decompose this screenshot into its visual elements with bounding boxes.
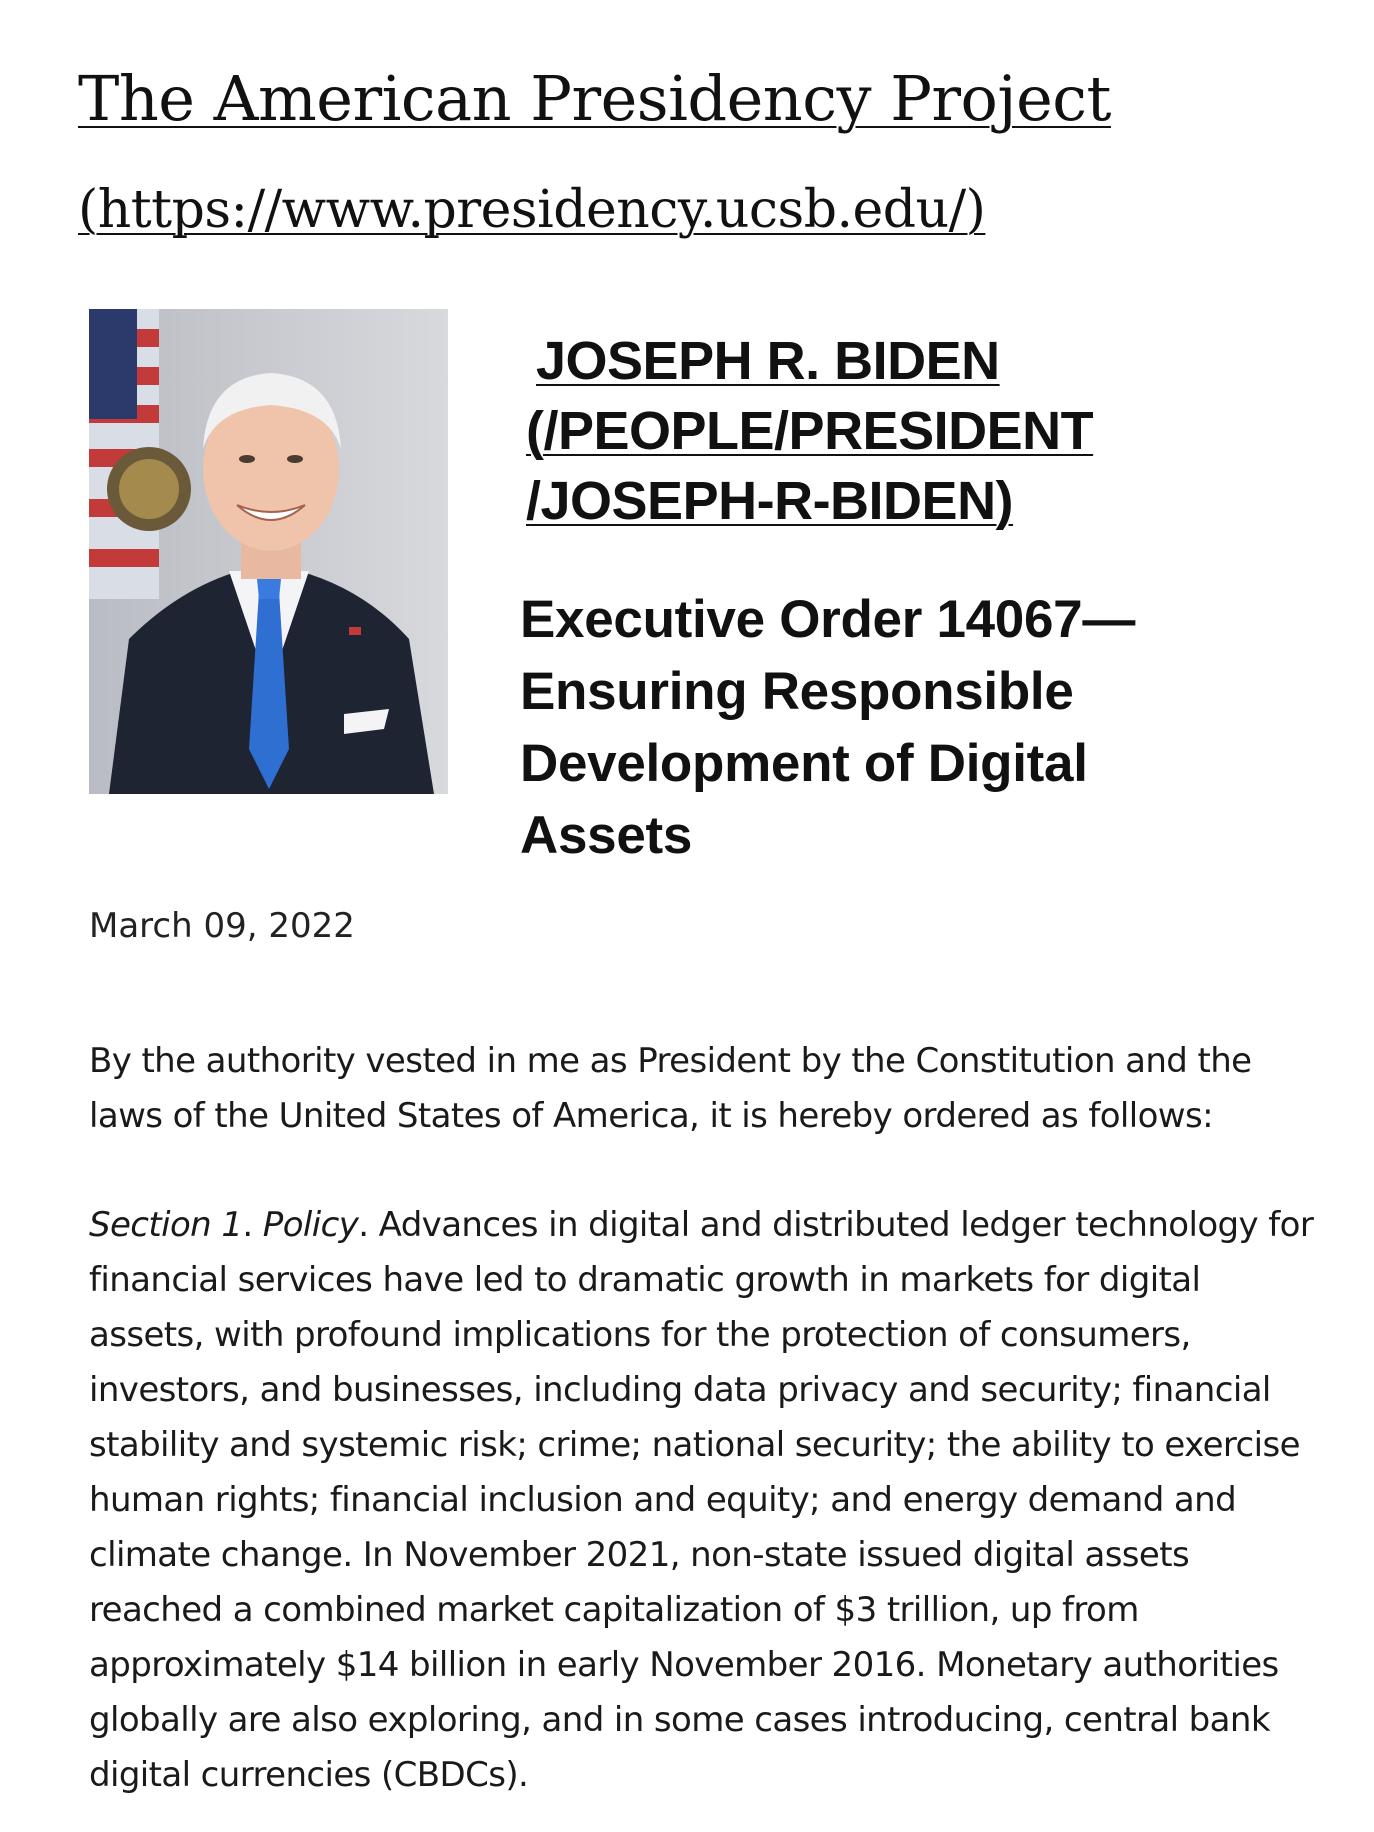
president-name: JOSEPH R. BIDEN xyxy=(536,331,1000,391)
section-line: human rights; financial inclusion and equity; and energy demand and xyxy=(89,1480,1237,1520)
document-date: March 09, 2022 xyxy=(89,906,355,946)
document-title: Executive Order 14067— Ensuring Responsible Development of Digital Assets xyxy=(520,590,1136,865)
section-line: financial services have led to dramatic growth in markets for digital xyxy=(89,1260,1201,1300)
intro-paragraph xyxy=(89,1034,1339,1144)
section-line: reached a combined market capitalization of $3 trillion, up from xyxy=(89,1590,1139,1630)
section-line: digital currencies (CBDCs). xyxy=(89,1755,529,1795)
section-line: stability and systemic risk; crime; national security; the ability to exercise xyxy=(89,1425,1300,1465)
portrait-image xyxy=(89,309,448,794)
site-title-link[interactable]: The American Presidency Project xyxy=(78,62,1111,135)
section-1-paragraph xyxy=(89,1198,1339,1803)
president-name-link[interactable] xyxy=(526,326,1206,536)
site-url-link[interactable]: (https://www.presidency.ucsb.edu/) xyxy=(78,180,986,240)
section-heading: Policy xyxy=(262,1205,359,1245)
section-line: approximately $14 billion in early November 2016. Monetary authorities xyxy=(89,1645,1279,1685)
section-first-line-text: . Advances in digital and distributed ledger technology for xyxy=(358,1205,1314,1245)
section-line: investors, and businesses, including data privacy and security; financial xyxy=(89,1370,1271,1410)
president-path-line-2: /JOSEPH-R-BIDEN) xyxy=(526,471,1014,531)
president-portrait xyxy=(89,309,448,794)
president-path-line-1: (/PEOPLE/PRESIDENT xyxy=(526,401,1094,461)
section-separator: . xyxy=(242,1205,263,1245)
intro-line: laws of the United States of America, it is hereby ordered as follows: xyxy=(89,1096,1213,1136)
intro-line: By the authority vested in me as President by the Constitution and the xyxy=(89,1041,1252,1081)
section-label: Section 1 xyxy=(89,1205,243,1245)
section-line: assets, with profound implications for the protection of consumers, xyxy=(89,1315,1191,1355)
section-1-first-line xyxy=(89,1198,1339,1253)
section-line: climate change. In November 2021, non-state issued digital assets xyxy=(89,1535,1190,1575)
section-line: globally are also exploring, and in some cases introducing, central bank xyxy=(89,1700,1270,1740)
